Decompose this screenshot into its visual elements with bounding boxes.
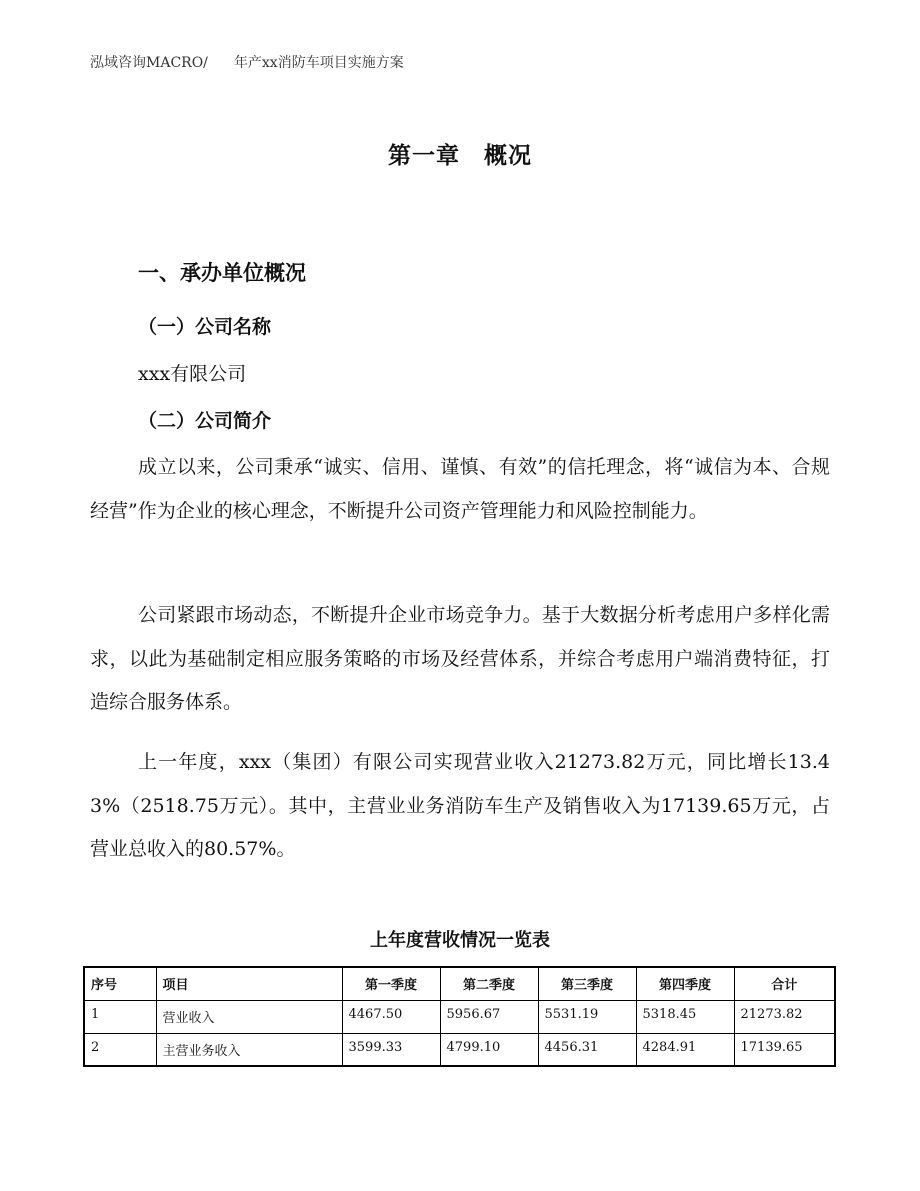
- table-cell: 5531.19: [538, 1000, 636, 1033]
- paragraph-market: 公司紧跟市场动态，不断提升企业市场竞争力。基于大数据分析考虑用户多样化需求，以此为基础制定相应服务策略的市场及经营体系，并综合考虑用户端消费特征，打造综合服务体系。: [90, 604, 830, 713]
- column-header: 合计: [734, 967, 835, 1000]
- table-cell: 5956.67: [440, 1000, 538, 1033]
- column-header: 第二季度: [440, 967, 538, 1000]
- header-company: 泓域咨询MACRO/: [90, 55, 208, 71]
- paragraph-revenue: 上一年度，xxx（集团）有限公司实现营业收入21273.82万元，同比增长13.43%（2518.75万元）。其中，主营业业务消防车生产及销售收入为17139.65万元，占营业总收入的80.57%。: [90, 751, 830, 860]
- header-doc-title: 年产xx消防车项目实施方案: [233, 55, 404, 71]
- table-row: [84, 1033, 835, 1066]
- table-cell: 4799.10: [440, 1033, 538, 1066]
- column-header: 第一季度: [342, 967, 440, 1000]
- table-cell: 4467.50: [342, 1000, 440, 1033]
- company-name-text: xxx有限公司: [138, 363, 247, 385]
- table-cell: 4284.91: [636, 1033, 734, 1066]
- table-row: [84, 1000, 835, 1033]
- paragraph-philosophy: 成立以来，公司秉承“诚实、信用、谨慎、有效”的信托理念，将“诚信为本、合规经营”作为企业的核心理念，不断提升公司资产管理能力和风险控制能力。: [90, 456, 830, 522]
- table-cell: 4456.31: [538, 1033, 636, 1066]
- subsection-heading-company-name: （一）公司名称: [138, 316, 272, 338]
- table-title: 上年度营收情况一览表: [370, 930, 550, 951]
- column-header: 序号: [84, 967, 156, 1000]
- chapter-title: 第一章 概况: [388, 143, 532, 169]
- table-header-row: [84, 967, 835, 1000]
- table-cell: 2: [84, 1033, 156, 1066]
- subsection-heading-company-intro: （二）公司简介: [138, 410, 272, 432]
- column-header: 第四季度: [636, 967, 734, 1000]
- table-cell: 1: [84, 1000, 156, 1033]
- table-cell: 5318.45: [636, 1000, 734, 1033]
- table-cell: 主营业务收入: [156, 1033, 342, 1066]
- column-header: 项目: [156, 967, 342, 1000]
- section-heading: 一、承办单位概况: [138, 261, 306, 285]
- table-cell: 21273.82: [734, 1000, 835, 1033]
- page-header: [90, 52, 404, 72]
- table-cell: 3599.33: [342, 1033, 440, 1066]
- column-header: 第三季度: [538, 967, 636, 1000]
- table-cell: 17139.65: [734, 1033, 835, 1066]
- table-cell: 营业收入: [156, 1000, 342, 1033]
- revenue-table: [83, 966, 836, 1067]
